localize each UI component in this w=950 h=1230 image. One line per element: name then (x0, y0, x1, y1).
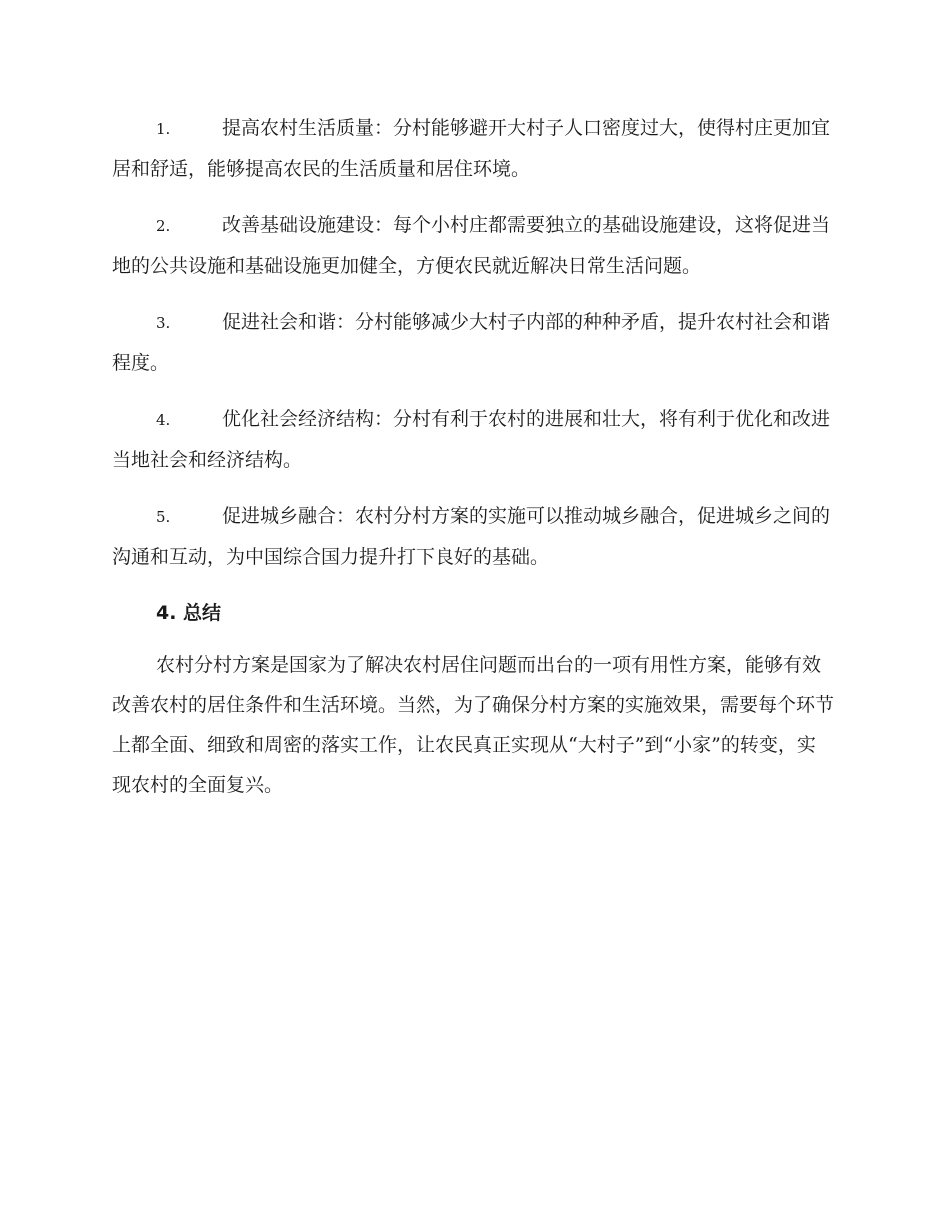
list-item (112, 302, 834, 383)
summary-paragraph: 农村分村方案是国家为了解决农村居住问题而出台的一项有用性方案，能够有效改善农村的居住条件和生活环境。当然，为了确保分村方案的实施效果，需要每个环节上都全面、细致和周密的落实工作，让农民真正实现从“大村子”到“小家”的转变，实现农村的全面复兴。 (112, 654, 835, 796)
list-item-text: 提高农村生活质量：分村能够避开大村子人口密度过大，使得村庄更加宜居和舒适，能够提高农民的生活质量和居住环境。 (112, 117, 831, 180)
list-item (112, 205, 834, 286)
list-item (112, 108, 834, 189)
list-item (112, 399, 834, 480)
list-item-number: 4. (156, 411, 171, 429)
list-item-text: 优化社会经济结构：分村有利于农村的进展和壮大，将有利于优化和改进当地社会和经济结构。 (112, 408, 831, 471)
list-item (112, 496, 834, 577)
document-body (112, 108, 834, 805)
list-item-number: 3. (156, 314, 171, 332)
list-item-text: 促进城乡融合：农村分村方案的实施可以推动城乡融合，促进城乡之间的沟通和互动，为中国综合国力提升打下良好的基础。 (112, 505, 831, 568)
list-item-text: 改善基础设施建设：每个小村庄都需要独立的基础设施建设，这将促进当地的公共设施和基础设施更加健全，方便农民就近解决日常生活问题。 (112, 214, 831, 277)
list-item-number: 2. (156, 217, 171, 235)
section-heading: 4. 总结 (156, 602, 222, 624)
list-item-text: 促进社会和谐：分村能够减少大村子内部的种种矛盾，提升农村社会和谐程度。 (112, 311, 831, 374)
list-item-number: 5. (156, 508, 171, 526)
list-item-number: 1. (156, 120, 171, 138)
